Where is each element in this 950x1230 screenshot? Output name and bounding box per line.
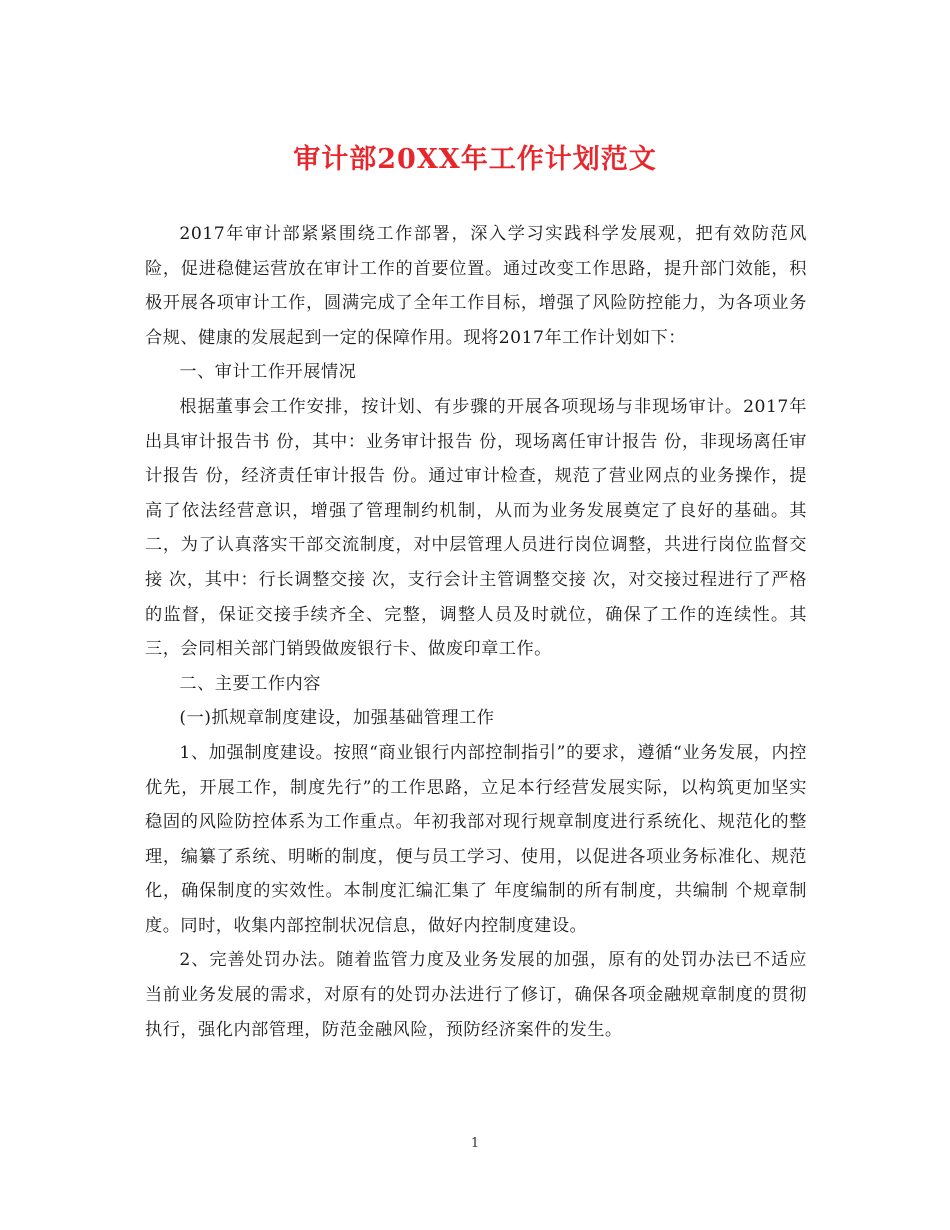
paragraph-audit-work: 根据董事会工作安排，按计划、有步骤的开展各项现场与非现场审计。2017年出具审计报告书 份，其中：业务审计报告 份，现场离任审计报告 份，非现场离任审计报告 份，经济责任审计报告 份。通过审计检查，规范了营业网点的业务操作，提高了依法经营意识，增强了管理制约机制，从而为业务发展奠定了良好的基础。其二，为了认真落实干部交流制度，对中层管理人员进行岗位调整，共进行岗位监督交接 次，其中：行长调整交接 次，支行会计主管调整交接 次，对交接过程进行了严格的监督，保证交接手续齐全、完整，调整人员及时就位，确保了工作的连续性。其三，会同相关部门销毁做废银行卡、做废印章工作。 — [145, 396, 807, 660]
page-number: 1 — [470, 1136, 480, 1151]
paragraph-penalty-rules: 2、完善处罚办法。随着监管力度及业务发展的加强，原有的处罚办法已不适应当前业务发展的需求，对原有的处罚办法进行了修订，确保各项金融规章制度的贯彻执行，强化内部管理，防范金融风险，预防经济案件的发生。 — [145, 950, 807, 1040]
paragraph-system-building: 1、加强制度建设。按照“商业银行内部控制指引”的要求，遵循“业务发展，内控优先，开展工作，制度先行”的工作思路，立足本行经营发展实际，以构筑更加坚实稳固的风险防控体系为工作重点。年初我部对现行规章制度进行系统化、规范化的整理，编纂了系统、明晰的制度，便与员工学习、使用，以促进各项业务标准化、规范化，确保制度的实效性。本制度汇编汇集了 年度编制的所有制度，共编制 个规章制度。同时，收集内部控制状况信息，做好内控制度建设。 — [145, 742, 807, 936]
subsection-heading-rules: (一)抓规章制度建设，加强基础管理工作 — [179, 708, 495, 729]
paragraph-intro: 2017年审计部紧紧围绕工作部署，深入学习实践科学发展观，把有效防范风险，促进稳健运营放在审计工作的首要位置。通过改变工作思路，提升部门效能，积极开展各项审计工作，圆满完成了全年工作目标，增强了风险防控能力，为各项业务合规、健康的发展起到一定的保障作用。现将2017年工作计划如下： — [145, 224, 807, 348]
section-heading-main-work: 二、主要工作内容 — [179, 673, 321, 694]
section-heading-audit-work: 一、审计工作开展情况 — [179, 362, 357, 383]
document-title: 审计部20XX年工作计划范文 — [293, 144, 657, 175]
document-body — [145, 217, 807, 1047]
